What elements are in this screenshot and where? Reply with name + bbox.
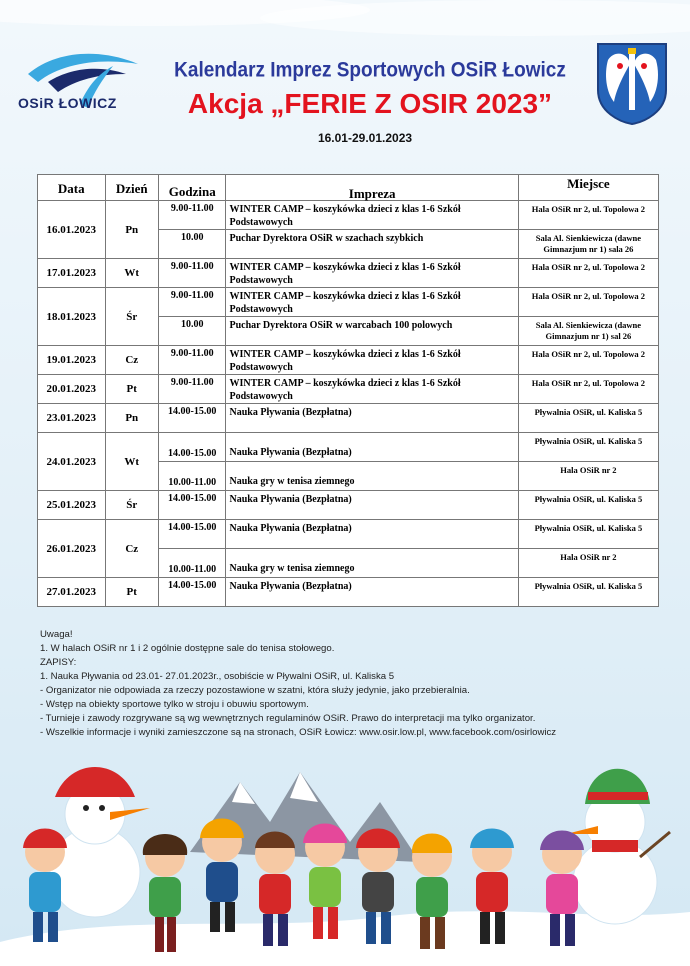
table-row	[38, 578, 659, 607]
column-header-day: Dzień	[105, 175, 158, 201]
place-cell: Hala OSiR nr 2, ul. Topolowa 2	[518, 375, 658, 404]
date-cell: 26.01.2023	[38, 520, 106, 578]
notes-line: - Wstęp na obiekty sportowe tylko w stroju i obuwiu sportowym.	[40, 699, 309, 710]
hour-cell: 9.00-11.00	[158, 375, 226, 404]
event-cell: Nauka Pływania (Bezpłatna)	[226, 520, 518, 549]
event-dates: 16.01-29.01.2023	[317, 131, 413, 145]
event-cell: Nauka Pływania (Bezpłatna)	[226, 578, 518, 607]
event-cell: Nauka gry w tenisa ziemnego	[226, 462, 518, 491]
date-cell: 27.01.2023	[38, 578, 106, 607]
hour-cell: 9.00-11.00	[158, 259, 226, 288]
date-cell: 24.01.2023	[38, 433, 106, 491]
date-cell: 19.01.2023	[38, 346, 106, 375]
table-row	[38, 375, 659, 404]
event-cell: Puchar Dyrektora OSiR w warcabach 100 polowych	[226, 317, 518, 346]
notes-line: - Turnieje i zawody rozgrywane są wg wewnętrznych regulaminów OSiR. Prawo do interpretacji ma tylko organizator.	[40, 713, 536, 724]
event-cell: Nauka Pływania (Bezpłatna)	[226, 491, 518, 520]
date-cell: 17.01.2023	[38, 259, 106, 288]
event-cell: WINTER CAMP – koszykówka dzieci z klas 1-6 Szkół Podstawowych	[226, 346, 518, 375]
place-cell: Hala OSiR nr 2, ul. Topolowa 2	[518, 201, 658, 230]
place-cell: Hala OSiR nr 2	[518, 549, 658, 578]
day-cell: Cz	[105, 346, 158, 375]
day-cell: Pt	[105, 578, 158, 607]
day-cell: Śr	[105, 491, 158, 520]
column-header-date: Data	[38, 175, 106, 201]
event-title: Akcja „FERIE Z OSIR 2023”	[187, 88, 553, 119]
column-header-place: Miejsce	[518, 175, 658, 201]
day-cell: Pn	[105, 201, 158, 259]
event-cell: WINTER CAMP – koszykówka dzieci z klas 1-6 Szkół Podstawowych	[226, 201, 518, 230]
table-row	[38, 520, 659, 549]
event-cell: WINTER CAMP – koszykówka dzieci z klas 1-6 Szkół Podstawowych	[226, 288, 518, 317]
winter-kids-illustration	[0, 742, 690, 966]
place-cell: Hala OSiR nr 2, ul. Topolowa 2	[518, 346, 658, 375]
event-cell: Nauka Pływania (Bezpłatna)	[226, 433, 518, 462]
header	[0, 0, 690, 170]
date-cell: 16.01.2023	[38, 201, 106, 259]
place-cell: Sala Al. Sienkiewicza (dawne Gimnazjum nr 1) sal 26	[518, 317, 658, 346]
registration-heading: ZAPISY:	[40, 657, 77, 668]
table-header-row	[38, 175, 659, 201]
hour-cell: 10.00	[158, 317, 226, 346]
hour-cell: 9.00-11.00	[158, 288, 226, 317]
hour-cell: 14.00-15.00	[158, 404, 226, 433]
place-cell: Pływalnia OSiR, ul. Kaliska 5	[518, 520, 658, 549]
place-cell: Pływalnia OSiR, ul. Kaliska 5	[518, 404, 658, 433]
date-cell: 20.01.2023	[38, 375, 106, 404]
day-cell: Wt	[105, 259, 158, 288]
date-cell: 23.01.2023	[38, 404, 106, 433]
column-header-event: Impreza	[226, 175, 518, 201]
hour-cell: 14.00-15.00	[158, 433, 226, 462]
place-cell: Pływalnia OSiR, ul. Kaliska 5	[518, 491, 658, 520]
hour-cell: 9.00-11.00	[158, 201, 226, 230]
place-cell: Sala Al. Sienkiewicza (dawne Gimnazjum nr 1) sala 26	[518, 230, 658, 259]
table-row	[38, 201, 659, 230]
event-cell: Nauka gry w tenisa ziemnego	[226, 549, 518, 578]
place-cell: Pływalnia OSiR, ul. Kaliska 5	[518, 578, 658, 607]
notes-heading: Uwaga!	[40, 629, 73, 640]
schedule-table	[37, 174, 659, 607]
logo-text: OSiR ŁOWICZ	[18, 95, 117, 111]
day-cell: Cz	[105, 520, 158, 578]
page-title: Kalendarz Imprez Sportowych OSiR Łowicz	[174, 58, 566, 82]
hour-cell: 10.00	[158, 230, 226, 259]
table-row	[38, 346, 659, 375]
place-cell: Hala OSiR nr 2, ul. Topolowa 2	[518, 259, 658, 288]
event-cell: Nauka Pływania (Bezpłatna)	[226, 404, 518, 433]
notes-line: 1. W halach OSiR nr 1 i 2 ogólnie dostępne sale do tenisa stołowego.	[40, 643, 335, 654]
notes-section	[40, 628, 660, 740]
date-cell: 25.01.2023	[38, 491, 106, 520]
table-row	[38, 433, 659, 462]
place-cell: Pływalnia OSiR, ul. Kaliska 5	[518, 433, 658, 462]
hour-cell: 14.00-15.00	[158, 520, 226, 549]
column-header-hour: Godzina	[158, 175, 226, 201]
day-cell: Pt	[105, 375, 158, 404]
table-row	[38, 259, 659, 288]
event-cell: WINTER CAMP – koszykówka dzieci z klas 1-6 Szkół Podstawowych	[226, 259, 518, 288]
hour-cell: 10.00-11.00	[158, 549, 226, 578]
notes-line: - Organizator nie odpowiada za rzeczy pozostawione w szatni, która służy jedynie, jako przebieralnia.	[40, 685, 470, 696]
place-cell: Hala OSiR nr 2, ul. Topolowa 2	[518, 288, 658, 317]
table-row	[38, 491, 659, 520]
date-cell: 18.01.2023	[38, 288, 106, 346]
notes-line: 1. Nauka Pływania od 23.01- 27.01.2023r., osobiście w Pływalni OSiR, ul. Kaliska 5	[40, 671, 395, 682]
day-cell: Wt	[105, 433, 158, 491]
day-cell: Śr	[105, 288, 158, 346]
event-cell: WINTER CAMP – koszykówka dzieci z klas 1-6 Szkół Podstawowych	[226, 375, 518, 404]
place-cell: Hala OSiR nr 2	[518, 462, 658, 491]
hour-cell: 14.00-15.00	[158, 578, 226, 607]
hour-cell: 14.00-15.00	[158, 491, 226, 520]
table-row	[38, 404, 659, 433]
event-cell: Puchar Dyrektora OSiR w szachach szybkich	[226, 230, 518, 259]
hour-cell: 9.00-11.00	[158, 346, 226, 375]
table-row	[38, 288, 659, 317]
day-cell: Pn	[105, 404, 158, 433]
hour-cell: 10.00-11.00	[158, 462, 226, 491]
notes-line: - Wszelkie informacje i wyniki zamieszczone są na stronach, OSiR Łowicz: www.osir.low.pl, www.facebook.com/osirlowicz	[40, 727, 557, 738]
